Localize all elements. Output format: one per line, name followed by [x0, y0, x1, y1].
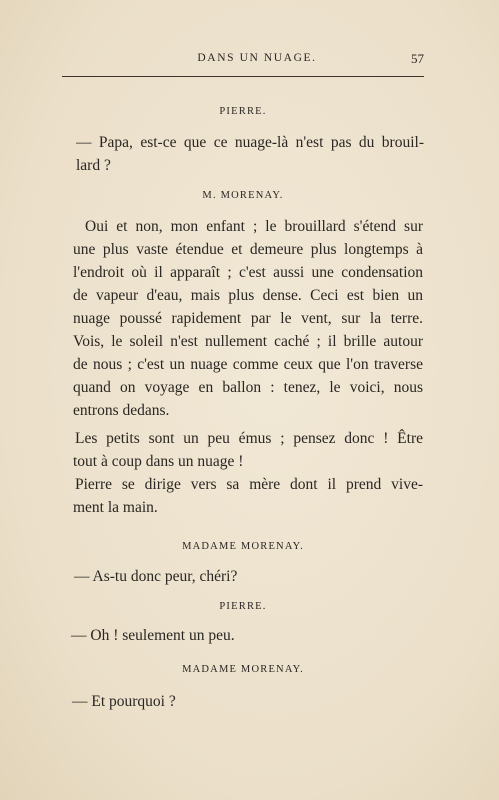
text-line: nuage poussé rapidement par le vent, sur la terre.	[73, 310, 423, 327]
paragraph-3	[73, 427, 423, 473]
text-line: lard ?	[76, 157, 111, 174]
speaker-label: PIERRE.	[219, 106, 267, 117]
speaker-label: MADAME MORENAY.	[182, 541, 304, 552]
text-line: — Papa, est-ce que ce nuage-là n'est pas du brouil-	[76, 134, 424, 151]
dialogue-line: — As-tu donc peur, chéri?	[74, 568, 238, 585]
paragraph-4	[73, 473, 423, 519]
paragraph-1	[76, 131, 424, 177]
text-line: l'endroit où il apparaît ; c'est aussi une condensation	[73, 264, 423, 281]
header-rule	[62, 76, 424, 77]
text-line: Vois, le soleil n'est nullement caché ; il brille autour	[73, 333, 423, 350]
text-line: ment la main.	[73, 499, 158, 516]
running-title: DANS UN NUAGE.	[197, 52, 317, 64]
text-line: quand on voyage en ballon : tenez, le voici, nous	[73, 379, 423, 396]
text-line: Les petits sont un peu émus ; pensez donc ! Être	[75, 430, 423, 447]
text-line: Oui et non, mon enfant ; le brouillard s'étend sur	[85, 218, 423, 235]
dialogue-line: — Et pourquoi ?	[72, 693, 176, 710]
text-line: une plus vaste étendue et demeure plus longtemps à	[73, 241, 423, 258]
text-line: de nous ; c'est un nuage comme ceux que l'on traverse	[73, 356, 423, 373]
speaker-label: MADAME MORENAY.	[182, 664, 304, 675]
text-line: de vapeur d'eau, mais plus dense. Ceci est bien un	[73, 287, 423, 304]
paragraph-2	[73, 215, 423, 422]
text-line: Pierre se dirige vers sa mère dont il prend vive-	[75, 476, 423, 493]
dialogue-line: — Oh ! seulement un peu.	[71, 627, 235, 644]
page-number: 57	[411, 51, 424, 66]
running-head	[62, 52, 424, 70]
speaker-label: PIERRE.	[219, 601, 267, 612]
text-line: entrons dedans.	[73, 402, 170, 419]
speaker-label: M. MORENAY.	[202, 190, 284, 201]
text-line: tout à coup dans un nuage !	[73, 453, 244, 470]
